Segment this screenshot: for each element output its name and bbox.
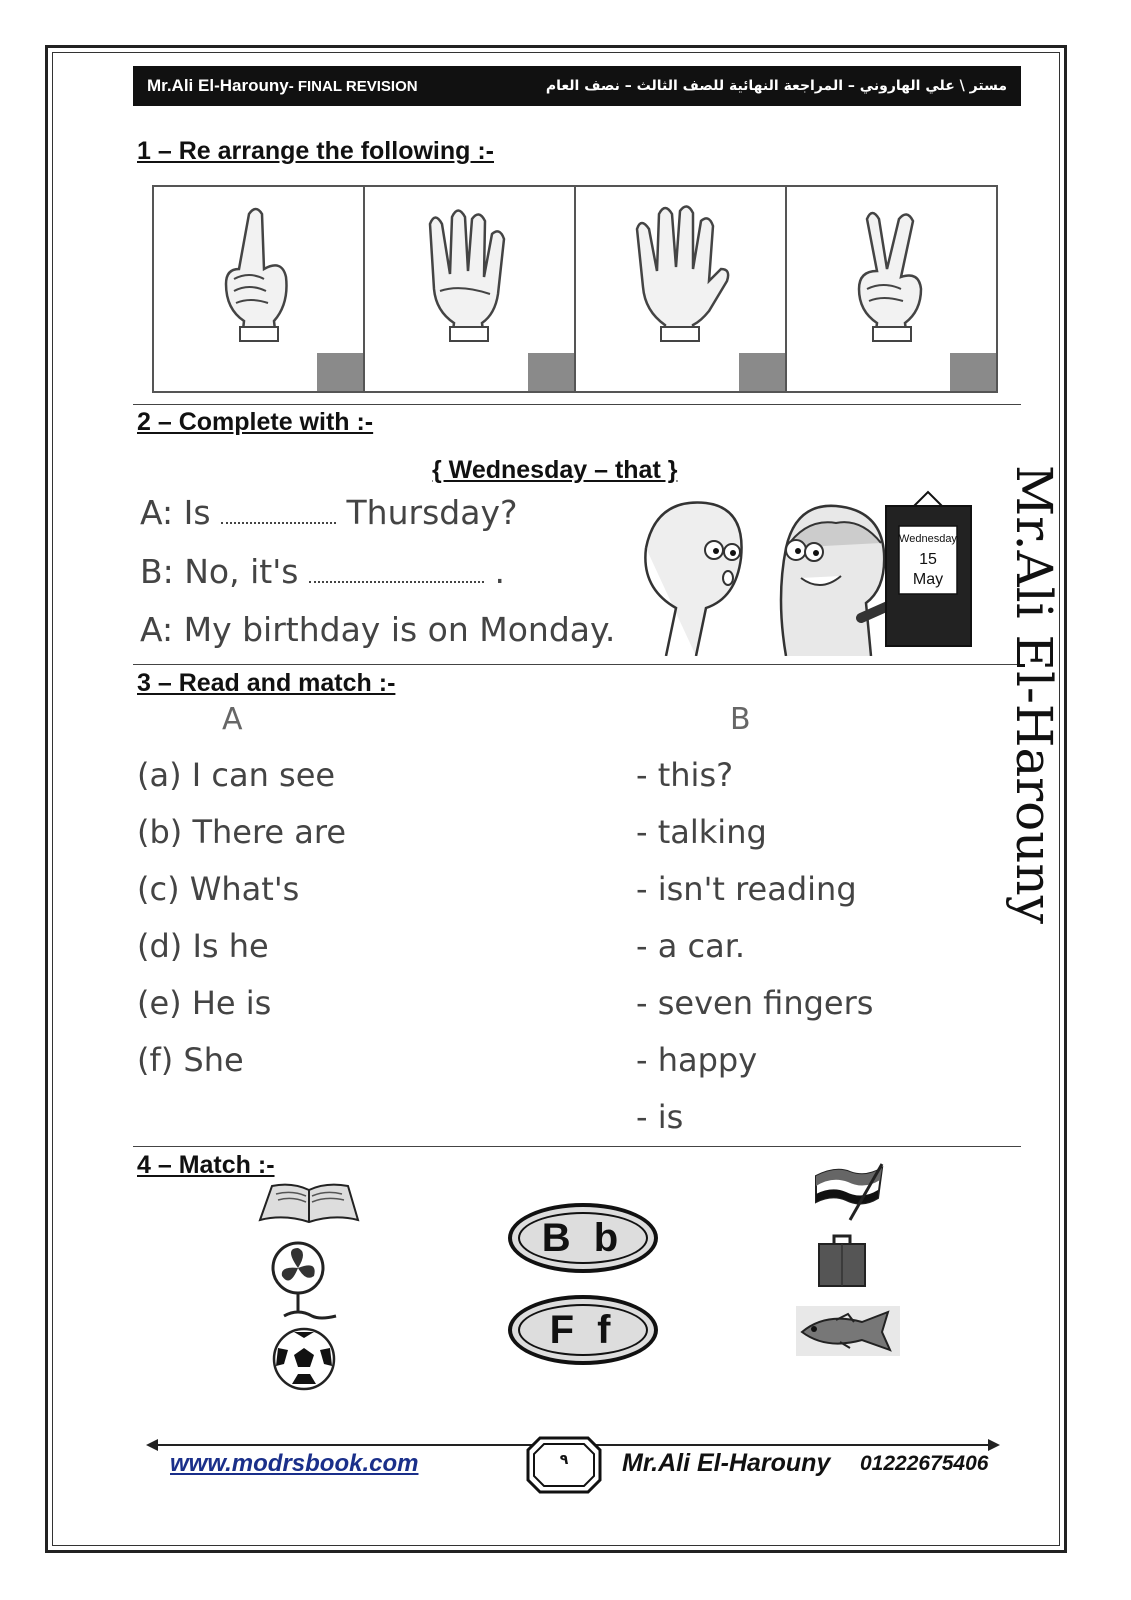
answer-box[interactable] <box>528 353 574 391</box>
section3-title: 3 – Read and match :- <box>137 669 396 697</box>
match-item-a: (f) She <box>137 1041 244 1079</box>
section4-title: 4 – Match :- <box>137 1151 275 1179</box>
match-item-a: (a) I can see <box>137 756 336 794</box>
match-item-b: - talking <box>636 813 767 851</box>
page-number-badge <box>526 1436 602 1494</box>
match-item-b: - isn't reading <box>636 870 857 908</box>
hand-cell <box>365 187 576 391</box>
match-item-b: - seven fingers <box>636 984 874 1022</box>
section1-title: 1 – Re arrange the following :- <box>137 137 494 165</box>
match-item-b: - this? <box>636 756 734 794</box>
five-fingers-icon <box>621 199 741 349</box>
four-fingers-icon <box>410 199 530 349</box>
calendar-month: May <box>912 571 944 588</box>
two-boys-illustration <box>636 488 986 656</box>
column-a <box>137 756 346 1098</box>
section2-title: 2 – Complete with :- <box>137 408 374 436</box>
match-item-a: (d) Is he <box>137 927 269 965</box>
header-bar <box>133 66 1021 106</box>
hands-strip <box>152 185 998 393</box>
footer-phone: 01222675406 <box>860 1452 989 1475</box>
column-a-header: A <box>222 702 243 737</box>
football-icon <box>270 1326 338 1392</box>
column-b <box>636 756 873 1155</box>
header-title-en: Mr.Ali El-Harouny- FINAL REVISION <box>147 76 418 95</box>
vertical-watermark: Mr.Ali El-Harouny <box>1005 465 1063 924</box>
answer-box[interactable] <box>317 353 363 391</box>
one-finger-icon <box>204 199 314 349</box>
bag-icon <box>816 1232 868 1288</box>
match-item-a: (b) There are <box>137 813 347 851</box>
two-fingers-icon <box>837 199 947 349</box>
hand-cell <box>154 187 365 391</box>
dialogue-line-2: B: No, it's . <box>140 552 505 591</box>
page-number: ٩ <box>559 1452 569 1468</box>
dialogue-line-1: A: Is Thursday? <box>140 493 518 532</box>
match-item-b: - is <box>636 1098 684 1136</box>
match-item-b: - happy <box>636 1041 758 1079</box>
fan-icon <box>270 1240 342 1330</box>
calendar-day: Wednesday <box>899 533 957 545</box>
dialogue-line-3: A: My birthday is on Monday. <box>140 610 616 649</box>
divider <box>133 404 1021 405</box>
answer-box[interactable] <box>739 353 785 391</box>
book-icon <box>256 1180 362 1226</box>
blank-1[interactable] <box>221 500 336 524</box>
hand-cell <box>576 187 787 391</box>
fish-icon <box>796 1306 900 1356</box>
letter-oval-b: B b <box>508 1203 658 1273</box>
match-item-a: (c) What's <box>137 870 300 908</box>
footer-website-link[interactable]: www.modrsbook.com <box>170 1450 419 1477</box>
flag-icon <box>810 1158 890 1222</box>
divider <box>133 664 1021 665</box>
match-item-a: (e) He is <box>137 984 272 1022</box>
letter-oval-f: F f <box>508 1295 658 1365</box>
match-item-b: - a car. <box>636 927 746 965</box>
column-b-header: B <box>730 702 751 737</box>
hand-cell <box>787 187 996 391</box>
word-box: { Wednesday – that } <box>432 456 678 484</box>
answer-box[interactable] <box>950 353 996 391</box>
header-title-ar: مستر \ علي الهاروني – المراجعة النهائية للصف الثالث – نصف العام <box>545 78 1007 94</box>
calendar-date: 15 <box>919 551 937 568</box>
footer-author-name: Mr.Ali El-Harouny <box>622 1449 831 1477</box>
blank-2[interactable] <box>309 559 484 583</box>
divider <box>133 1146 1021 1147</box>
